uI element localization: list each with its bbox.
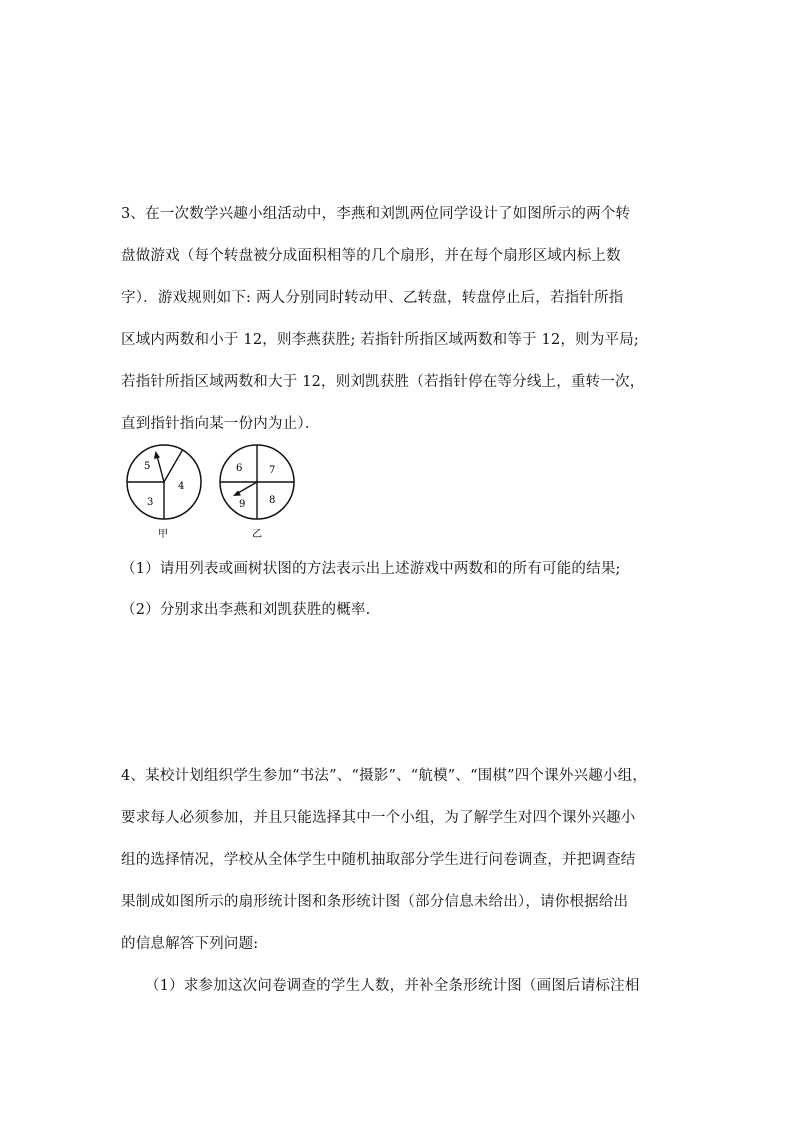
spinner-b-number-6: 6 <box>236 463 243 474</box>
q3-line-5: 若指针所指区域两数和大于 12，则刘凯获胜（若指针停在等分线上，重转一次， <box>121 374 645 390</box>
spinner-a-label: 甲 <box>158 529 168 540</box>
spinner-a <box>127 445 201 540</box>
spinner-b <box>220 445 294 540</box>
q3-subquestion-2: （2）分别求出李燕和刘凯获胜的概率. <box>121 602 371 618</box>
q4-line-3: 组的选择情况，学校从全体学生中随机抽取部分学生进行问卷调查，并把调查结 <box>121 852 636 868</box>
q4-line-1: 4、某校计划组织学生参加“书法”、“摄影”、“航模”、“围棋”四个课外兴趣小组， <box>121 768 648 784</box>
spinner-a-number-4: 4 <box>178 481 185 492</box>
q3-line-3: 字）．游戏规则如下: 两人分别同时转动甲、乙转盘，转盘停止后，若指针所指 <box>121 290 624 306</box>
spinner-b-label: 乙 <box>252 529 262 540</box>
q3-subquestion-1: （1）请用列表或画树状图的方法表示出上述游戏中两数和的所有可能的结果; <box>121 561 621 577</box>
q4-line-5: 的信息解答下列问题: <box>121 936 259 952</box>
spinner-a-number-5: 5 <box>144 461 151 472</box>
spinner-b-number-9: 9 <box>239 499 246 510</box>
q4-line-4: 果制成如图所示的扇形统计图和条形统计图（部分信息未给出），请你根据给出 <box>121 894 629 910</box>
spinner-a-pointer <box>157 456 164 482</box>
q3-line-6: 直到指针指向某一份内为止）． <box>121 416 320 432</box>
q4-subquestion-1: （1）求参加这次问卷调查的学生人数，并补全条形统计图（画图后请标注相 <box>145 978 640 994</box>
q3-line-4: 区域内两数和小于 12，则李燕获胜; 若指针所指区域两数和等于 12，则为平局; <box>121 332 639 348</box>
spinner-b-number-7: 7 <box>269 465 276 476</box>
spinner-b-pointer <box>238 482 257 493</box>
spinner-b-number-8: 8 <box>269 495 276 506</box>
spinner-diagram <box>120 440 320 545</box>
q3-line-1: 3、在一次数学兴趣小组活动中，李燕和刘凯两位同学设计了如图所示的两个转 <box>121 206 631 222</box>
q4-line-2: 要求每人必须参加，并且只能选择其中一个小组，为了解学生对四个课外兴趣小 <box>121 810 636 826</box>
spinner-a-number-3: 3 <box>147 497 154 508</box>
q3-line-2: 盘做游戏（每个转盘被分成面积相等的几个扇形，并在每个扇形区域内标上数 <box>121 248 621 264</box>
